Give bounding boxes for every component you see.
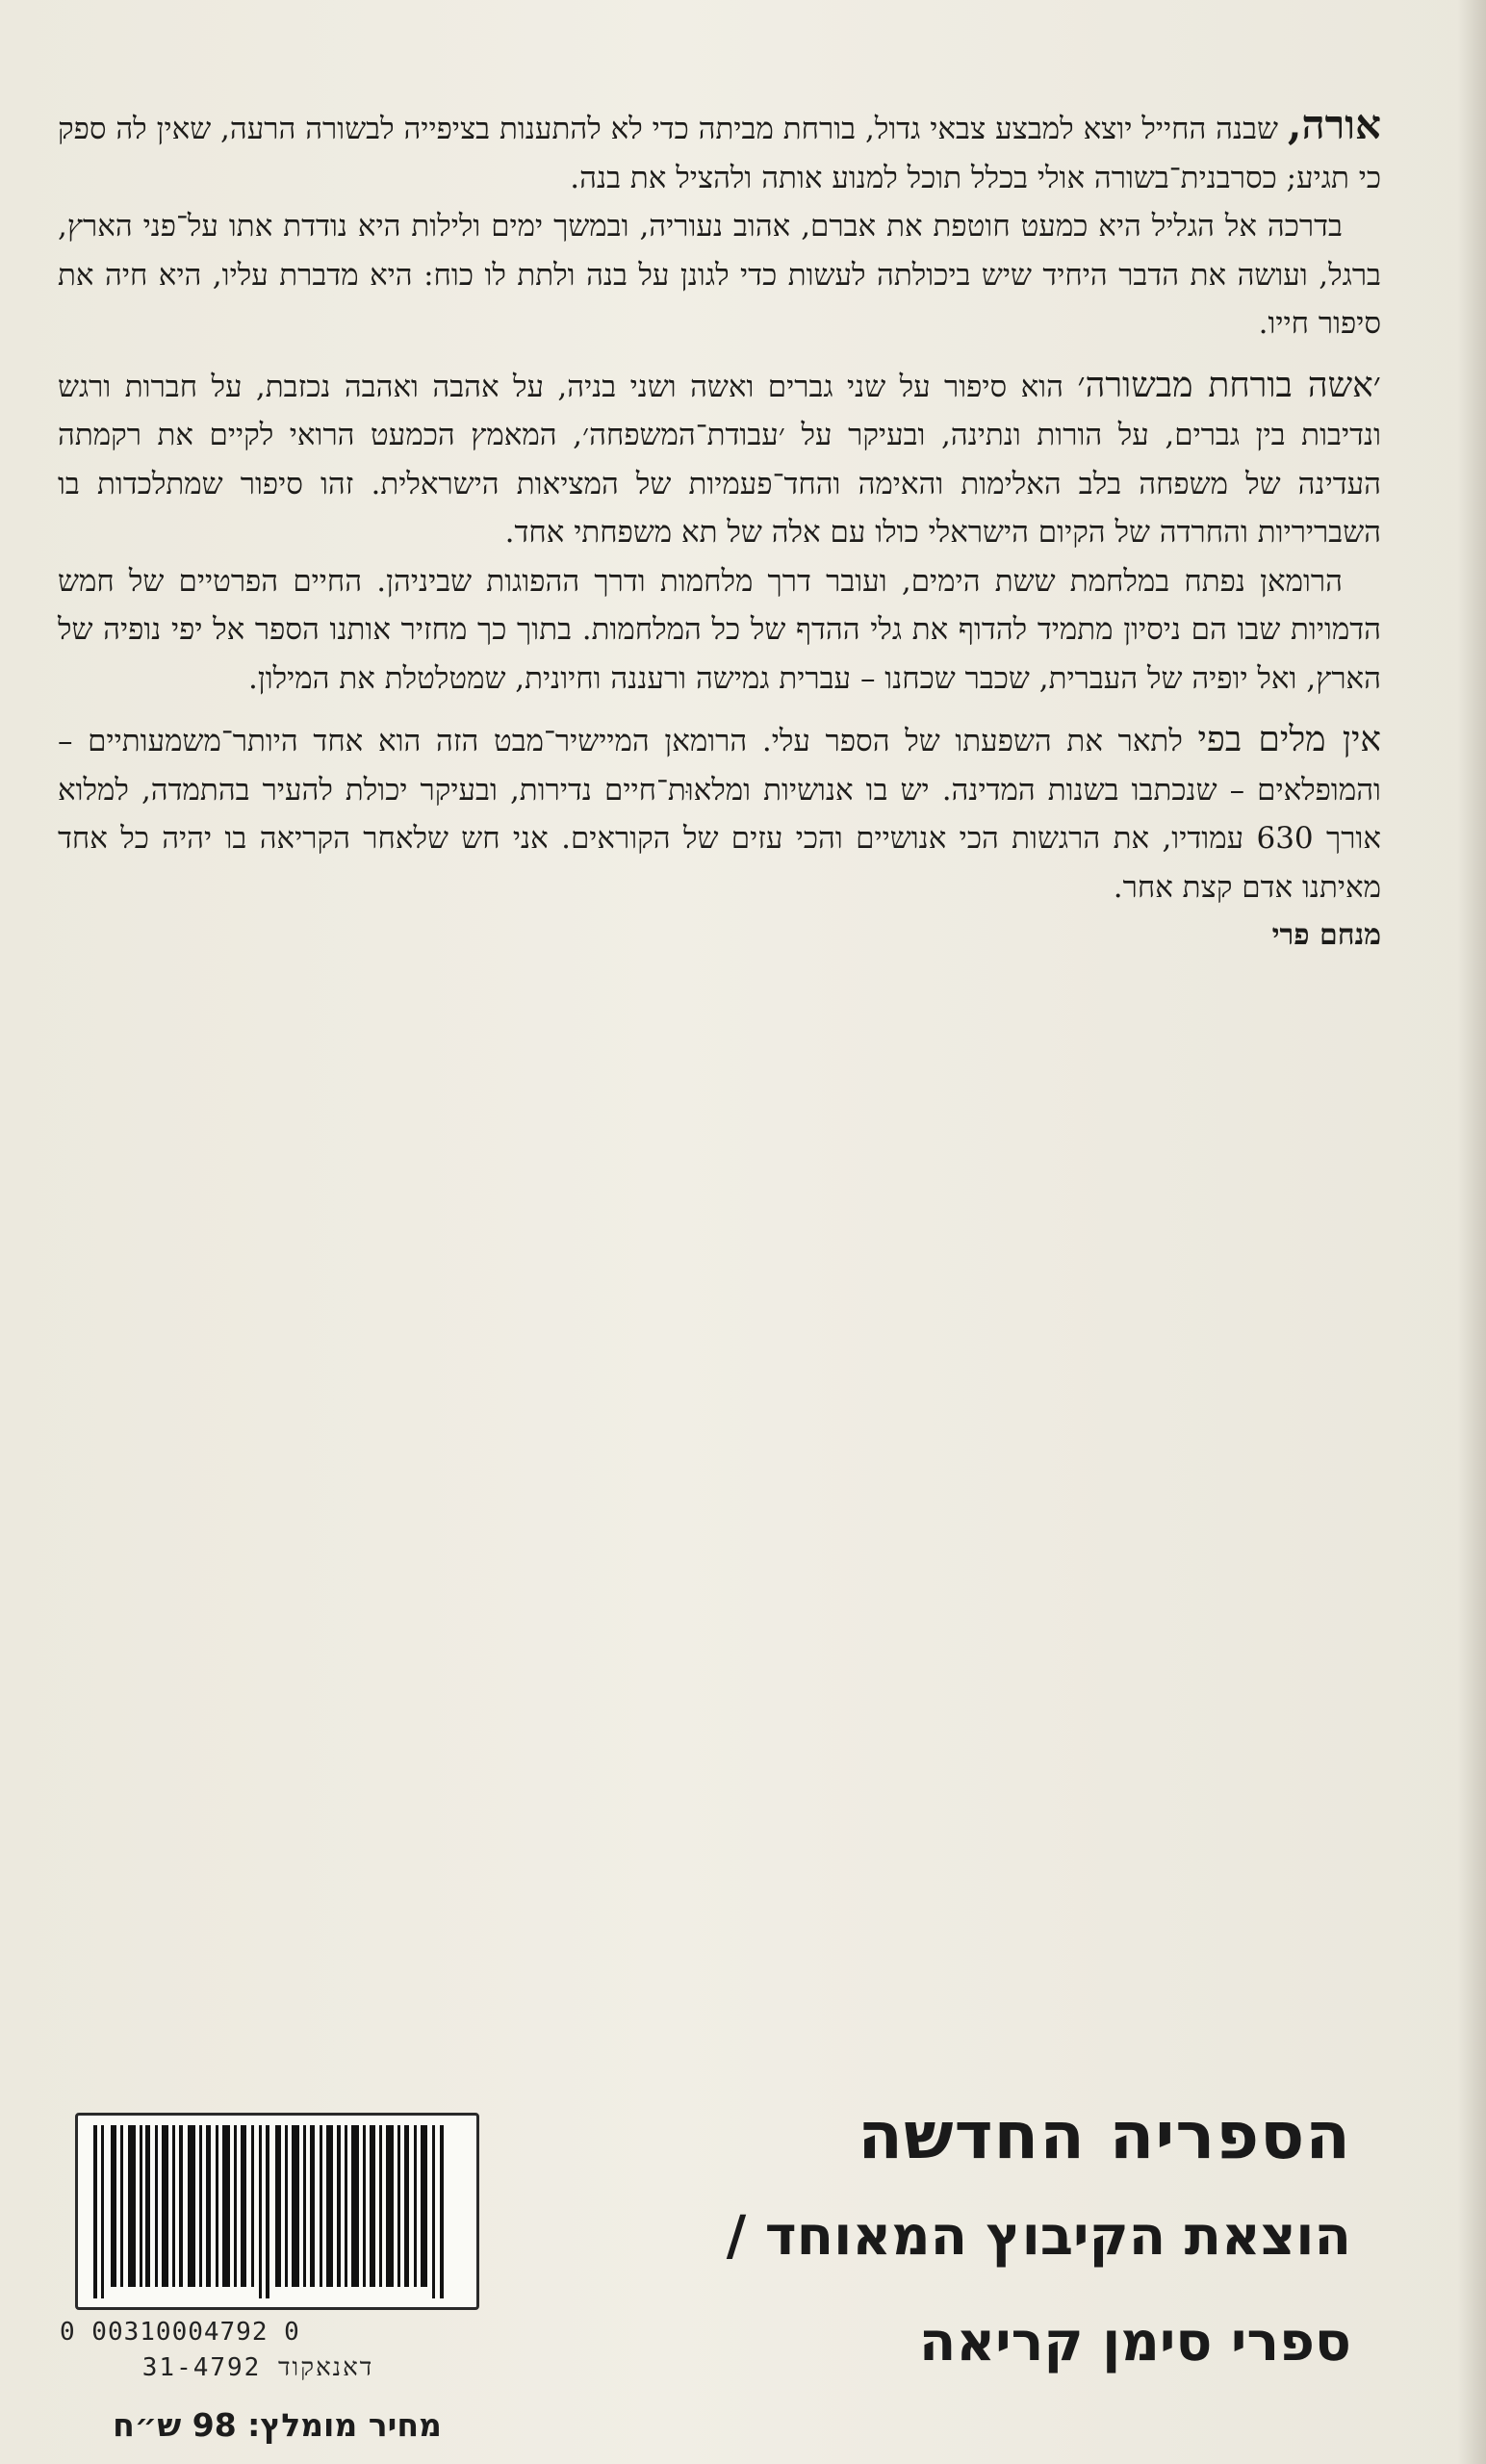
blurb-lead-name: אורה, (1287, 101, 1381, 148)
blurb-signature: מנחם פרי (1271, 918, 1381, 952)
publisher-block (727, 2093, 1351, 2396)
publisher-name: הוצאת הקיבוץ המאוחד / (726, 2205, 1351, 2268)
danacode: דאנאקוד 31-4792 (141, 2353, 374, 2382)
blurb-paragraph-3: ׳אשה בורחת מבשורה׳ הוא סיפור על שני גברים ואשה ושני בניה, על אהבה ואהבה נכזבת, על חברות ורגש ונדיבות בין גברים, על הורות ונתינה, ובעיקר על ׳עבודת־המשפחה׳, המאמץ הכמעט הרואי לקיים את רקמתה העדינה של משפחה בלב האלימות והאימה והחד־פעמיות של המציאות הישראלית. זהו סיפור שמתלכדות בו השבריריות והחרדה של הקיום הישראלי כולו עם אלה של תא משפחתי אחד. (58, 365, 1381, 550)
blurb-paragraph-2: בדרכה אל הגליל היא כמעט חוטפת את אברם, אהוב נעוריה, ובמשך ימים ולילות היא נודדת אתו על־פני הארץ, ברגל, ועושה את הדבר היחיד שיש ביכולתה לעשות כדי לגונן על בנה ולתת לו כוח: היא מדברת עליו, היא חיה את סיפור חייו. (58, 209, 1381, 341)
series-name: הספריה החדשה (858, 2098, 1351, 2174)
price-label: מחיר מומלץ: 98 ש״ח (113, 2406, 442, 2444)
barcode (75, 2113, 479, 2310)
barcode-bars-icon (90, 2125, 465, 2298)
blurb-quote-lead: אין מלים בפי (1197, 720, 1382, 759)
blurb-book-title: ׳אשה בורחת מבשורה׳ (1077, 365, 1381, 405)
blurb-paragraph-4: הרומאן נפתח במלחמת ששת הימים, ועובר דרך מלחמות ודרך ההפוגות שביניהן. החיים הפרטיים של חמש הדמויות שבו הם ניסיון מתמיד להדוף את גלי ההדף של כל המלחמות. בתוך כך מחזיר אותנו הספר אל יפי נופיה של הארץ, ואל יופיה של העברית, שכבר שכחנו – עברית גמישה ורעננה וחיונית, שמטלטלת את המילון. (58, 563, 1381, 696)
blurb-paragraph-5: אין מלים בפי לתאר את השפעתו של הספר עלי. הרומאן המיישיר־מבט הזה הוא אחד היותר־משמעותיים – והמופלאים – שנכתבו בשנות המדינה. יש בו אנושיות ומלאוּת־חיים נדירות, ובעיקר יכולת להעיר בהתמדה, למלוא אורך 630 עמודיו, את הרגשות הכי אנושיים והכי עזים של הקוראים. אני חש שלאחר הקריאה בו יהיה כל אחד מאיתנו אדם קצת אחר. (58, 720, 1382, 905)
imprint-name: ספרי סימן קריאה (918, 2311, 1351, 2374)
barcode-digits: 0 00310004792 0 (60, 2318, 300, 2347)
blurb-text (58, 101, 1381, 961)
blurb-paragraph-1: אורה, שבנה החייל יוצא למבצע צבאי גדול, בורחת מביתה כדי לא להתענות בציפייה לבשורה הרעה, שאין לה ספק כי תגיע; כסרבנית־בשורה אולי בכלל תוכל למנוע אותה ולהציל את בנה. (58, 101, 1381, 195)
